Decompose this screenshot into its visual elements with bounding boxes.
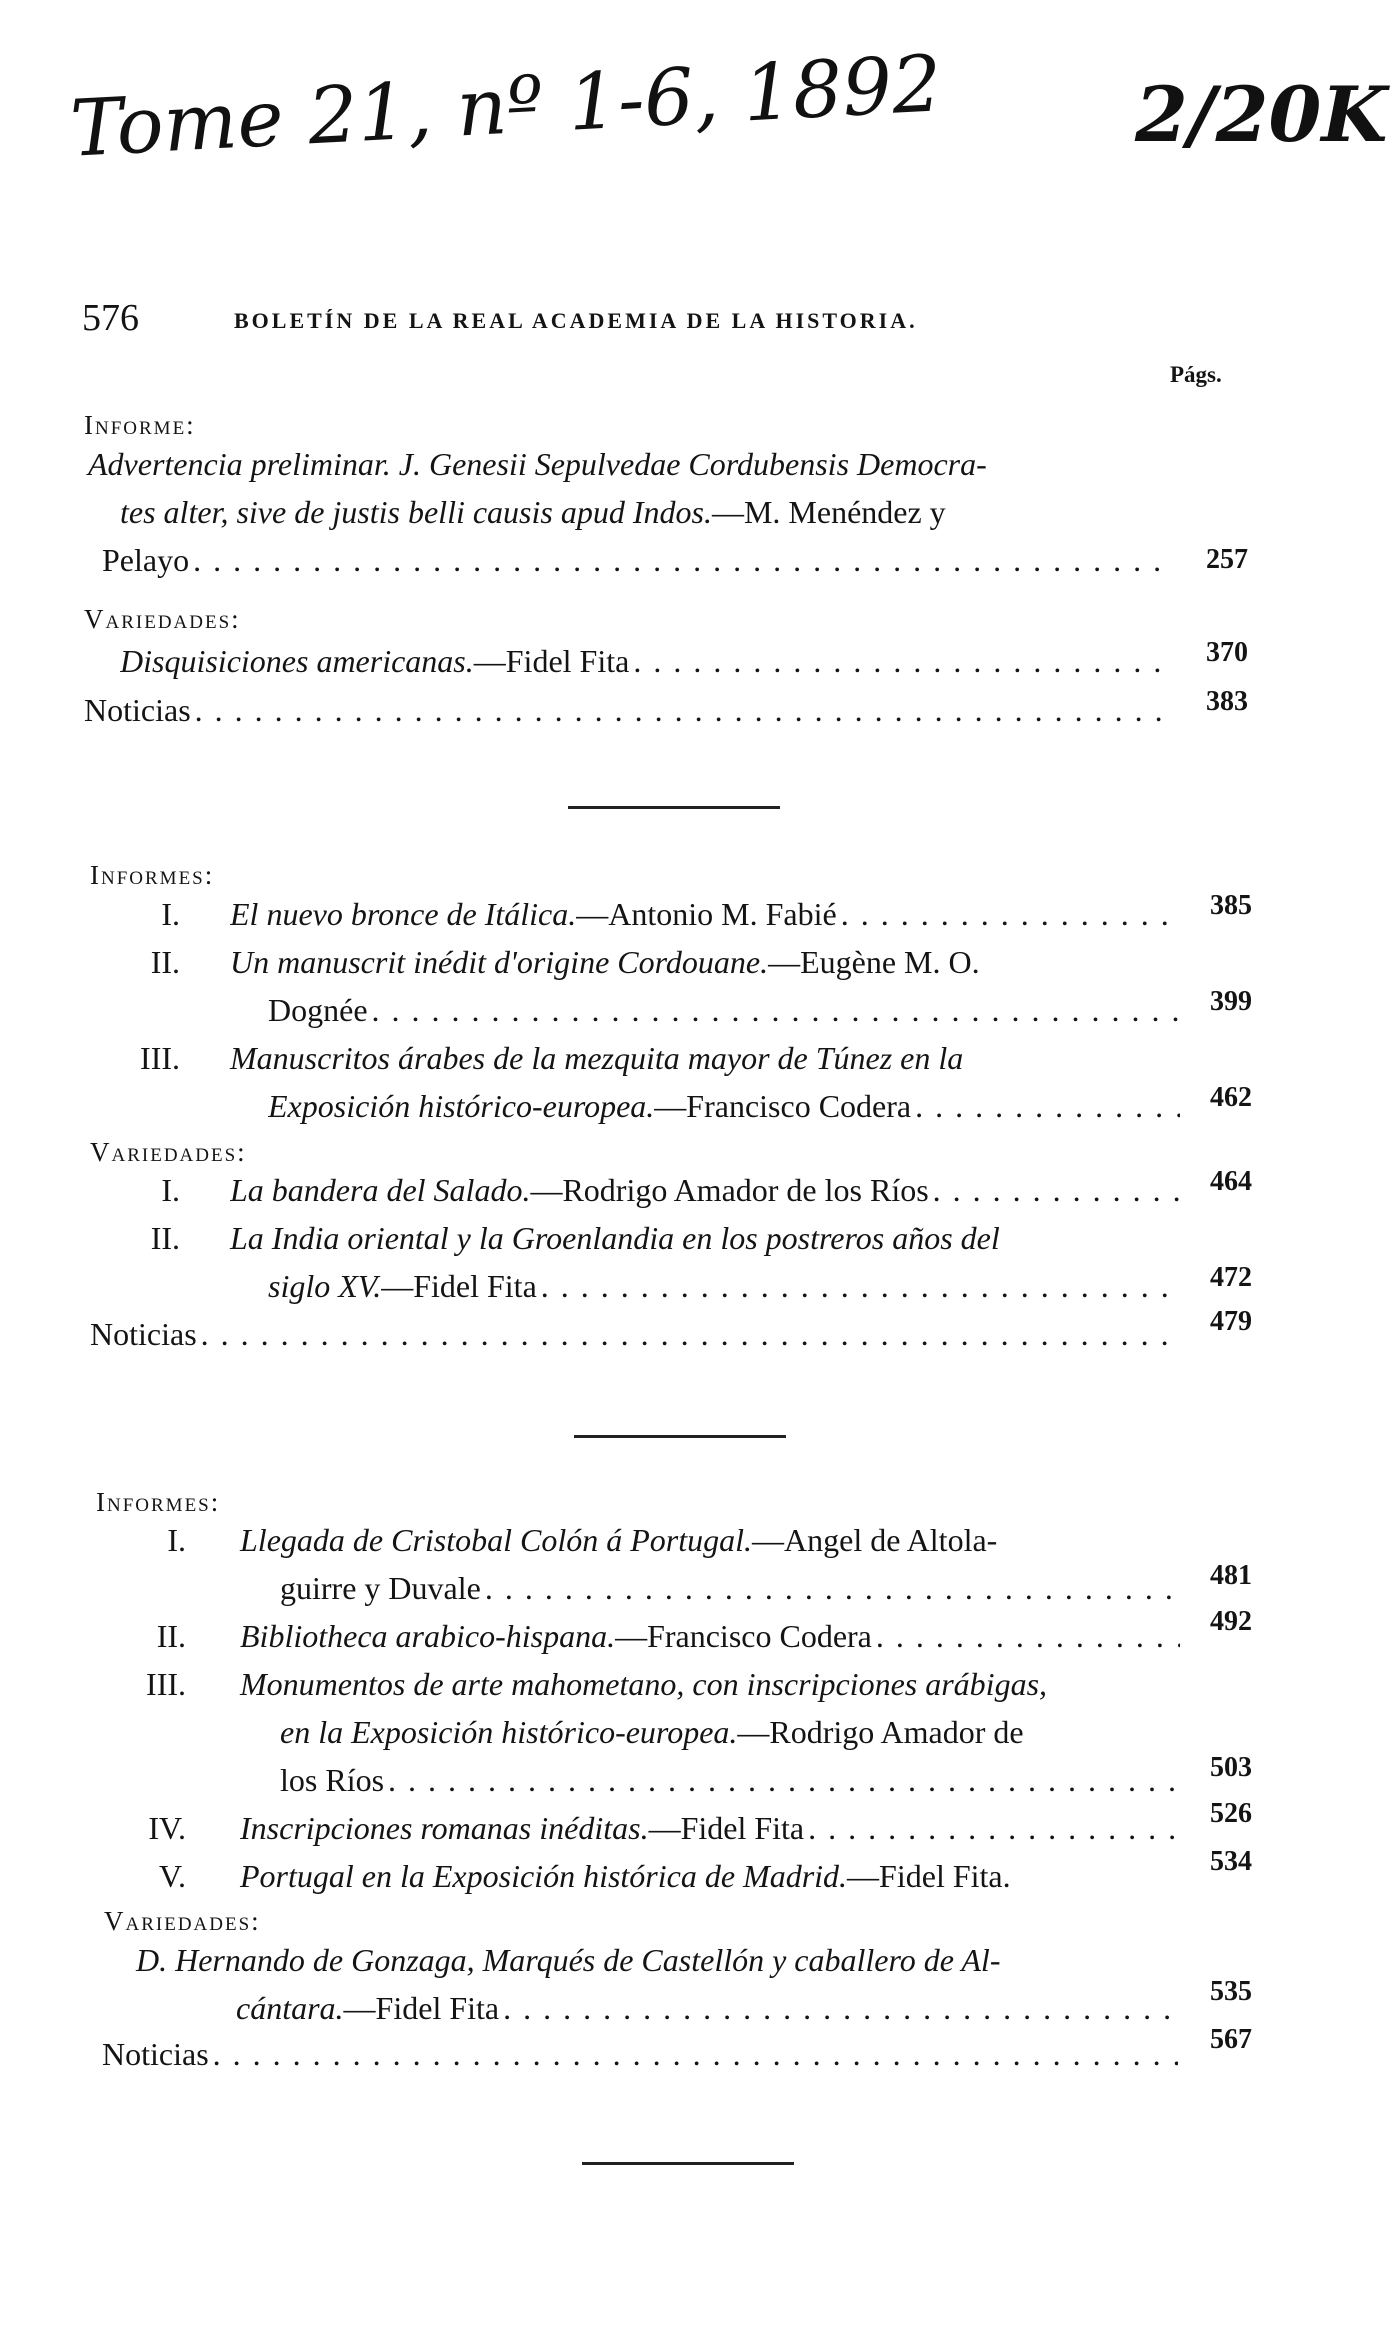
toc-entry	[96, 1852, 1196, 1902]
entry-author: —Fidel Fita.	[847, 1858, 1011, 1894]
entry-title: D. Hernando de Gonzaga, Marqués de Castellón y caballero de Al-	[136, 1942, 1001, 1978]
toc-entry	[96, 1516, 1196, 1616]
toc-entry	[90, 1214, 1190, 1314]
entry-author: —Fidel Fita	[473, 643, 630, 679]
page-ref: 464	[1210, 1166, 1252, 1197]
leader-dots	[372, 986, 1180, 1034]
entry-title: Manuscritos árabes de la mezquita mayor de Túnez en la	[230, 1040, 964, 1076]
page-ref: 383	[1206, 686, 1248, 717]
toc-entry	[96, 1612, 1196, 1662]
toc-entry	[84, 440, 1184, 590]
toc-entry	[96, 1804, 1196, 1854]
entry-author: —Eugène M. O.	[768, 944, 980, 980]
noticias-entry	[102, 2030, 1202, 2080]
leader-dots	[201, 1310, 1172, 1358]
entry-title: La India oriental y la Groenlandia en los postreros años del	[230, 1220, 1000, 1256]
leader-dots	[213, 2030, 1178, 2078]
entry-author: —Rodrigo Amador de los Ríos	[530, 1172, 929, 1208]
entry-title: Disquisiciones americanas.	[120, 643, 474, 679]
page-ref: 567	[1210, 2024, 1252, 2055]
section-divider	[568, 806, 780, 809]
page-ref: 481	[1210, 1560, 1252, 1591]
entry-author: Dognée	[268, 992, 368, 1028]
entry-title: Advertencia preliminar. J. Genesii Sepulvedae Cordubensis Democra-	[88, 446, 987, 482]
entry-author: —M. Menéndez y	[711, 494, 946, 530]
entry-author: —Fidel Fita	[381, 1268, 537, 1304]
leader-dots	[388, 1756, 1180, 1804]
toc-entry	[84, 637, 1184, 687]
running-header	[82, 296, 1246, 346]
entry-title: en la Exposición histórico-europea.	[280, 1714, 738, 1750]
entry-title: Inscripciones romanas inéditas.	[240, 1810, 649, 1846]
leader-dots	[195, 686, 1172, 734]
section-heading: Informes:	[96, 1487, 221, 1517]
entry-number: V.	[159, 1858, 186, 1894]
page-ref: 503	[1210, 1752, 1252, 1783]
entry-title: Bibliotheca arabico-hispana.	[240, 1618, 616, 1654]
toc-entry	[96, 1936, 1196, 2036]
noticias-label: Noticias	[90, 1316, 197, 1352]
page-ref: 492	[1210, 1606, 1252, 1637]
entry-author: —Fidel Fita	[648, 1810, 805, 1846]
entry-author: —Francisco Codera	[654, 1088, 912, 1124]
entry-title: El nuevo bronce de Itálica.	[230, 896, 577, 932]
entry-title: Monumentos de arte mahometano, con inscripciones arábigas,	[240, 1666, 1048, 1702]
entry-number: I.	[167, 1522, 186, 1558]
entry-title: Llegada de Cristobal Colón á Portugal.	[240, 1522, 753, 1558]
page-ref: 472	[1210, 1262, 1252, 1293]
leader-dots	[541, 1262, 1180, 1310]
entry-number: II.	[156, 1618, 186, 1654]
entry-title: Exposición histórico-europea.	[268, 1088, 655, 1124]
noticias-label: Noticias	[84, 692, 191, 728]
entry-title: tes alter, sive de justis belli causis apud Indos.	[120, 494, 712, 530]
section-heading: Variedades:	[90, 1137, 247, 1167]
page-ref: 385	[1210, 890, 1252, 921]
entry-author: guirre y Duvale	[280, 1570, 481, 1606]
section-heading: Informes:	[90, 860, 215, 890]
section-divider	[574, 1435, 786, 1438]
leader-dots	[503, 1984, 1180, 2032]
leader-dots	[933, 1166, 1180, 1214]
entry-author: —Francisco Codera	[615, 1618, 872, 1654]
entry-title: cántara.	[236, 1990, 344, 2026]
section-heading: Variedades:	[84, 604, 241, 634]
page-ref: 399	[1210, 986, 1252, 1017]
entry-number: III.	[146, 1666, 186, 1702]
toc-entry	[96, 1660, 1196, 1810]
toc-entry	[90, 890, 1190, 940]
page-ref: 534	[1210, 1846, 1252, 1877]
toc-entry	[90, 1166, 1190, 1216]
toc-entry	[90, 938, 1190, 1038]
entry-number: I.	[161, 1172, 180, 1208]
leader-dots	[485, 1564, 1180, 1612]
entry-author: Pelayo	[102, 542, 190, 578]
page-ref: 526	[1210, 1798, 1252, 1829]
page-ref: 479	[1210, 1306, 1252, 1337]
entry-author: los Ríos	[280, 1762, 385, 1798]
leader-dots	[841, 890, 1180, 938]
section-heading: Informe:	[84, 410, 196, 440]
entry-number: II.	[150, 1220, 180, 1256]
entry-author: —Fidel Fita	[343, 1990, 500, 2026]
entry-author: —Angel de Altola-	[752, 1522, 998, 1558]
running-head: BOLETÍN DE LA REAL ACADEMIA DE LA HISTORIA.	[234, 308, 918, 333]
leader-dots	[876, 1612, 1180, 1660]
section-divider	[582, 2162, 794, 2165]
leader-dots	[915, 1082, 1180, 1130]
noticias-label: Noticias	[102, 2036, 209, 2072]
entry-title: Portugal en la Exposición histórica de Madrid.	[240, 1858, 848, 1894]
noticias-entry	[84, 686, 1184, 736]
page-ref: 257	[1206, 544, 1248, 575]
entry-title: siglo XV.	[268, 1268, 382, 1304]
page-ref: 535	[1210, 1976, 1252, 2007]
toc-entry	[90, 1034, 1190, 1134]
entry-title: Un manuscrit inédit d'origine Cordouane.	[230, 944, 769, 980]
entry-author: —Antonio M. Fabié	[576, 896, 837, 932]
leader-dots	[808, 1804, 1180, 1852]
leader-dots	[633, 637, 1170, 685]
leader-dots	[193, 536, 1172, 584]
entry-number: IV.	[148, 1810, 186, 1846]
entry-number: I.	[161, 896, 180, 932]
page-ref: 370	[1206, 637, 1248, 668]
noticias-entry	[90, 1310, 1190, 1360]
section-heading: Variedades:	[104, 1906, 261, 1936]
page-number: 576	[82, 297, 139, 339]
entry-number: III.	[140, 1040, 180, 1076]
handwritten-note-right: 2/20K	[1135, 70, 1388, 159]
handwritten-note-left: Tome 21, nº 1-6, 1892	[68, 39, 944, 175]
entry-title: La bandera del Salado.	[230, 1172, 531, 1208]
page-ref: 462	[1210, 1082, 1252, 1113]
entry-number: II.	[150, 944, 180, 980]
pags-label: Págs.	[1170, 362, 1222, 387]
entry-author: —Rodrigo Amador de	[737, 1714, 1024, 1750]
